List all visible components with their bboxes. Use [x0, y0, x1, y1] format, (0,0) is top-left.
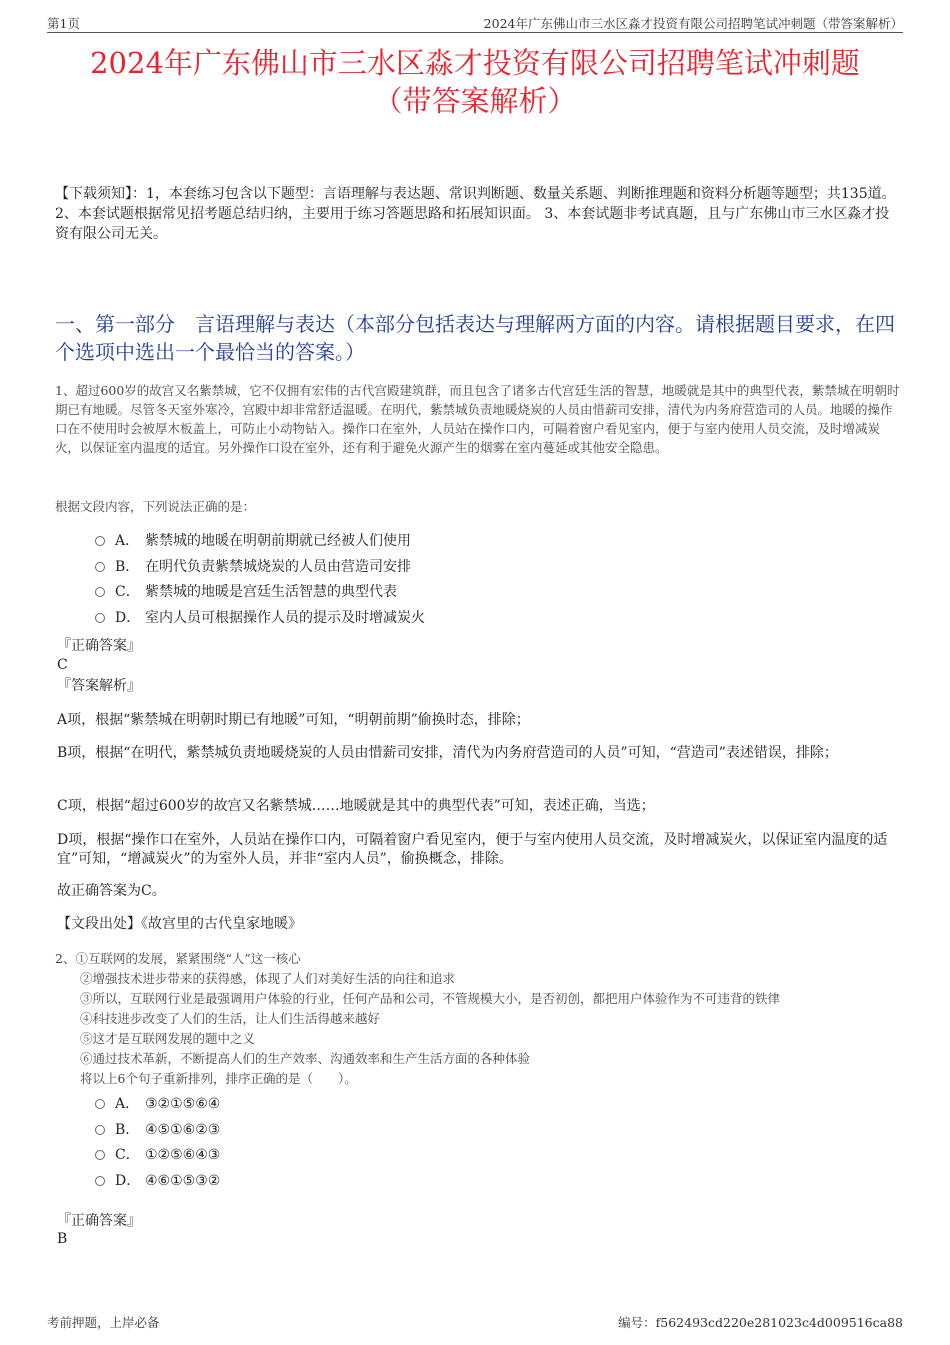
- q2-sentence: ③所以，互联网行业是最强调用户体验的行业，任何产品和公司，不管规模大小，是否初创，都把用户体验作为不可违背的铁律: [80, 991, 781, 1006]
- q2-option-c[interactable]: [95, 1144, 220, 1166]
- q2-option-b[interactable]: [95, 1119, 220, 1141]
- q1-analysis-a: A项，根据“紫禁城在明朝时期已有地暖”可知，“明朝前期”偷换时态，排除；: [57, 712, 530, 728]
- q1-analysis-d: D项，根据“操作口在室外，人员站在操作口内，可隔着窗户看见室内，便于与室内使用人员交流，及时增减炭火，以保证室内温度的适宜”可知，“增减炭火”的为室外人员，并非“室内人员”，偷换概念，排除。: [57, 832, 888, 867]
- option-text: 在明代负责紫禁城烧炭的人员由营造司安排: [145, 559, 411, 575]
- radio-icon[interactable]: [95, 1099, 105, 1109]
- option-key: D．: [115, 610, 141, 626]
- q1-answer-label: 『正确答案』: [57, 638, 141, 654]
- header-doc-title: 2024年广东佛山市三水区淼才投资有限公司招聘笔试冲刺题（带答案解析）: [483, 16, 903, 31]
- q2-answer-label: 『正确答案』: [57, 1213, 141, 1229]
- document-title: [40, 44, 910, 120]
- q1-option-b[interactable]: [95, 556, 411, 578]
- q2-option-a[interactable]: [95, 1093, 220, 1115]
- footer-slogan: 考前押题，上岸必备: [47, 1315, 160, 1330]
- q2-sentence: ②增强技术进步带来的获得感，体现了人们对美好生活的向往和追求: [80, 971, 456, 986]
- question-1-stem: 1、超过600岁的故宫又名紫禁城，它不仅拥有宏伟的古代宫殿建筑群，而且包含了诸多古代宫廷生活的智慧，地暖就是其中的典型代表，紫禁城在明朝时期已有地暖。尽管冬天室外寒冷，宫殿中却非常舒适温暖。在明代，紫禁城负责地暖烧炭的人员由惜薪司安排，清代为内务府营造司的人员。地暖的操作口在不使用时会被厚木板盖上，可防止小动物钻入。操作口在室外，人员站在操作口内，可隔着窗户看见室内，便于与室内使用人员交流，及时增减炭火，以保证室内温度的适宜。另外操作口设在室外，还有利于避免火源产生的烟雾在室内蔓延或其他安全隐患。: [55, 383, 900, 455]
- option-text: ④⑤①⑥②③: [145, 1122, 221, 1138]
- option-key: C．: [115, 1147, 140, 1163]
- option-key: D．: [115, 1173, 141, 1189]
- q1-conclusion: 故正确答案为C。: [57, 883, 166, 899]
- radio-icon[interactable]: [95, 587, 105, 597]
- radio-icon[interactable]: [95, 1176, 105, 1186]
- page-header: [47, 14, 903, 33]
- download-notice: 【下载须知】：1，本套练习包含以下题型：言语理解与表达题、常识判断题、数量关系题、判断推理题和资料分析题等题型；共135道。 2、本套试题根据常见招考题总结归纳，主要用于练习答题思路和拓展知识面。 3、本套试题非考试真题，且与广东佛山市三水区淼才投资有限公司无关。: [55, 186, 896, 242]
- option-text: 紫禁城的地暖在明朝前期就已经被人们使用: [145, 533, 411, 549]
- q1-answer: C: [57, 657, 68, 673]
- option-text: ①②⑤⑥④③: [145, 1147, 221, 1163]
- radio-icon[interactable]: [95, 536, 105, 546]
- q1-analysis-b: B项，根据“在明代，紫禁城负责地暖烧炭的人员由惜薪司安排，清代为内务府营造司的人员”可知，“营造司”表述错误，排除；: [57, 745, 838, 761]
- document-id: 编号：f562493cd220e281023c4d009516ca88: [618, 1315, 903, 1330]
- title-line-2: （带答案解析）: [373, 84, 577, 118]
- q2-sentence: ⑥通过技术革新，不断提高人们的生产效率、沟通效率和生产生活方面的各种体验: [80, 1051, 531, 1066]
- radio-icon[interactable]: [95, 1125, 105, 1135]
- option-key: B．: [115, 559, 140, 575]
- q1-analysis-label: 『答案解析』: [57, 678, 141, 694]
- option-key: A．: [115, 1096, 140, 1112]
- radio-icon[interactable]: [95, 1150, 105, 1160]
- q2-sentence: ⑤这才是互联网发展的题中之义: [80, 1031, 256, 1046]
- q1-option-a[interactable]: [95, 530, 411, 552]
- q2-prompt: 将以上6个句子重新排列，排序正确的是（ ）。: [80, 1071, 357, 1086]
- q2-sentence: ④科技进步改变了人们的生活，让人们生活得越来越好: [80, 1011, 381, 1026]
- radio-icon[interactable]: [95, 613, 105, 623]
- title-line-1: 2024年广东佛山市三水区淼才投资有限公司招聘笔试冲刺题: [90, 46, 860, 80]
- question-2-stem: 2、①互联网的发展，紧紧围绕“人”这一核心: [55, 951, 301, 966]
- option-text: 紫禁城的地暖是宫廷生活智慧的典型代表: [145, 584, 397, 600]
- option-text: 室内人员可根据操作人员的提示及时增减炭火: [145, 610, 425, 626]
- q1-analysis-c: C项，根据“超过600岁的故宫又名紫禁城……地暖就是其中的典型代表”可知，表述正确，当选；: [57, 798, 655, 814]
- option-key: B．: [115, 1122, 140, 1138]
- page-number: 第1页: [47, 16, 80, 31]
- option-text: ③②①⑤⑥④: [145, 1096, 221, 1112]
- q1-source: 【文段出处】《故宫里的古代皇家地暖》: [57, 916, 302, 932]
- q2-option-d[interactable]: [95, 1170, 220, 1192]
- q2-answer: B: [57, 1231, 68, 1247]
- option-key: C．: [115, 584, 140, 600]
- q1-option-d[interactable]: [95, 607, 425, 629]
- radio-icon[interactable]: [95, 562, 105, 572]
- q1-option-c[interactable]: [95, 581, 397, 603]
- question-1-prompt: 根据文段内容，下列说法正确的是：: [55, 499, 256, 514]
- section-title: 一、第一部分 言语理解与表达（本部分包括表达与理解两方面的内容。请根据题目要求，在四个选项中选出一个最恰当的答案。）: [55, 312, 895, 364]
- option-key: A．: [115, 533, 140, 549]
- option-text: ④⑥①⑤③②: [145, 1173, 221, 1189]
